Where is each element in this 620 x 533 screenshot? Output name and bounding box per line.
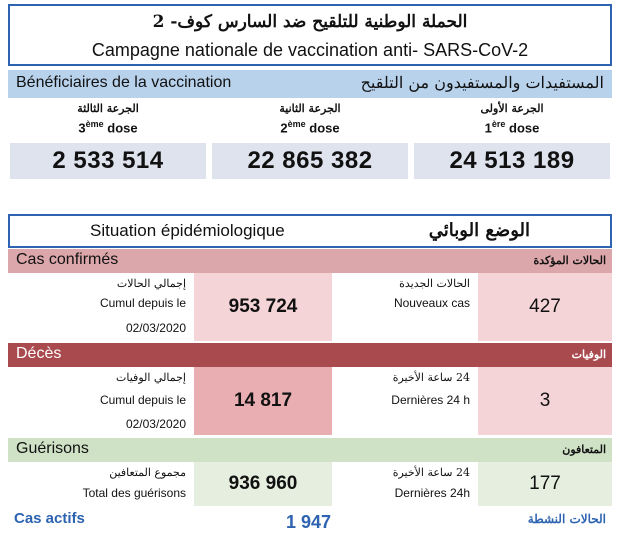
dose-second-label-ar: الجرعة الثانية: [279, 102, 341, 115]
deaths-new-label-ar: 24 ساعة الأخيرة: [392, 371, 470, 384]
deaths-total-label-ar: إجمالي الوفيات: [116, 371, 186, 384]
beneficiaries-label-fr: Bénéficiaires de la vaccination: [16, 74, 232, 91]
recoveries-new-label-fr: Dernières 24h: [394, 486, 470, 500]
confirmed-new-label-fr: Nouveaux cas: [393, 296, 470, 310]
dose-second-value: 22 865 382: [212, 143, 408, 179]
confirmed-row: [8, 273, 612, 341]
confirmed-label-fr: Cas confirmés: [16, 251, 119, 268]
active-value: 1 947: [286, 512, 332, 532]
deaths-label-ar: الوفيات: [571, 348, 606, 361]
recoveries-label-fr: Guérisons: [16, 440, 89, 457]
recoveries-total-label-fr: Total des guérisons: [82, 486, 186, 500]
dose-first-label-ar: الجرعة الأولى: [480, 102, 544, 115]
deaths-row: [8, 367, 612, 435]
dose-third-value: 2 533 514: [10, 143, 206, 179]
deaths-new-label-fr: Dernières 24 h: [391, 393, 470, 407]
confirmed-total-label-ar: إجمالي الحالات: [116, 277, 186, 290]
recoveries-new-value: 177: [478, 462, 612, 506]
dose-third-label-fr: 3ème dose: [78, 119, 138, 136]
title-arabic: الحملة الوطنية للتلقيح ضد السارس كوف- 2: [152, 12, 468, 32]
confirmed-new-label-ar: الحالات الجديدة: [399, 277, 470, 290]
deaths-band: [8, 343, 612, 367]
recoveries-total-value: 936 960: [194, 462, 332, 506]
deaths-total-label-fr-1: Cumul depuis le: [99, 393, 186, 407]
deaths-total-label-fr-2: 02/03/2020: [125, 417, 186, 431]
recoveries-row: [8, 462, 612, 506]
recoveries-band: [8, 438, 612, 462]
dose-second-label-fr: 2ème dose: [280, 119, 340, 136]
dose-first-label-fr: 1ère dose: [484, 119, 540, 136]
confirmed-new-value: 427: [478, 273, 612, 341]
title-box: [8, 4, 612, 66]
recoveries-total-label-ar: مجموع المتعافين: [109, 466, 186, 479]
situation-box: [8, 214, 612, 248]
title-french: Campagne nationale de vaccination anti- SARS-CoV-2: [91, 40, 529, 60]
situation-label-ar: الوضع الوبائي: [428, 220, 530, 241]
dose-first-column: [414, 102, 610, 179]
recoveries-label-ar: المتعافون: [562, 443, 606, 456]
deaths-new-value: 3: [478, 367, 612, 435]
active-label-ar: الحالات النشطة: [527, 512, 606, 526]
deaths-total-value: 14 817: [194, 367, 332, 435]
confirmed-band: [8, 249, 612, 273]
confirmed-total-label-fr-2: 02/03/2020: [125, 321, 186, 335]
dose-third-label-ar: الجرعة الثالثة: [77, 102, 139, 115]
active-label-fr: Cas actifs: [14, 510, 85, 527]
recoveries-new-label-ar: 24 ساعة الأخيرة: [392, 466, 470, 479]
confirmed-label-ar: الحالات المؤكدة: [533, 254, 606, 267]
beneficiaries-label-ar: المستفيدات والمستفيدون من التلقيح: [360, 73, 604, 92]
confirmed-total-value: 953 724: [194, 273, 332, 341]
dose-second-column: [212, 102, 408, 179]
dose-first-value: 24 513 189: [414, 143, 610, 179]
confirmed-total-label-fr-1: Cumul depuis le: [99, 296, 186, 310]
dose-third-column: [10, 102, 206, 179]
deaths-label-fr: Décès: [16, 345, 62, 362]
beneficiaries-band: [8, 70, 612, 98]
situation-label-fr: Situation épidémiologique: [90, 221, 285, 240]
